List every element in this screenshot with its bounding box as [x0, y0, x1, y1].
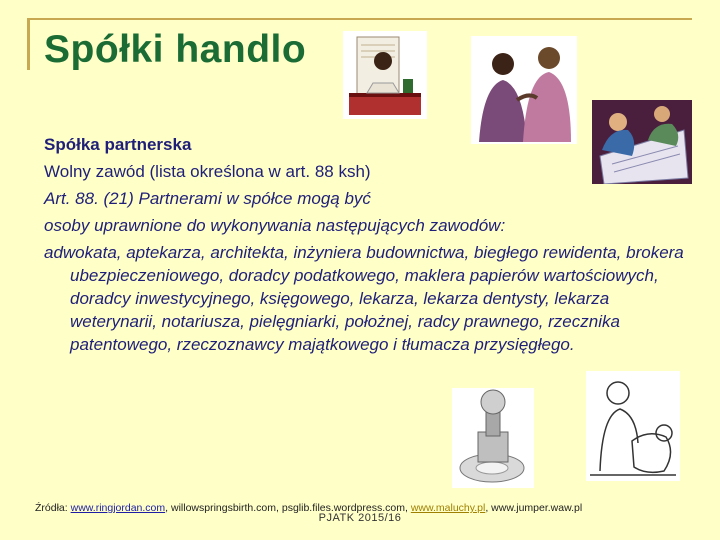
- body-line-2: Art. 88. (21) Partnerami w spółce mogą być: [44, 189, 371, 208]
- rubber-stamp-image: [452, 388, 534, 488]
- vet-with-dog-image: [586, 371, 680, 481]
- slide-body: [44, 133, 684, 359]
- sources-text-2: , www.jumper.waw.pl: [485, 502, 583, 514]
- source-link-ringjordan[interactable]: www.ringjordan.com: [70, 502, 166, 514]
- section-heading: Spółka partnerska: [44, 135, 192, 154]
- body-line-3: osoby uprawnione do wykonywania następujących zawodów:: [44, 216, 506, 235]
- slide-footer: PJATK 2015/16: [318, 512, 402, 524]
- woman-at-desk-image: [343, 31, 427, 119]
- slide-title: Spółki handlo: [44, 28, 307, 71]
- two-women-image: [471, 36, 577, 144]
- sources-text-1: , willowspringsbirth.com, psglib.files.wordpress.com,: [165, 502, 411, 514]
- body-line-1: Wolny zawód (lista określona w art. 88 ksh): [44, 162, 371, 181]
- source-link-maluchy[interactable]: www.maluchy.pl: [410, 502, 486, 514]
- title-accent-bar: [27, 18, 30, 70]
- professions-list: adwokata, aptekarza, architekta, inżyniera budownictwa, biegłego rewidenta, brokera ubezpieczeniowego, doradcy podatkowego, maklera papierów wartościowych, doradcy inwestycyjnego, księgowego, lekarza, lekarza dentysty, lekarza weterynarii, notariusza, pielęgniarki, położnej, radcy prawnego, rzecznika patentowego, rzeczoznawcy majątkowego i tłumacza przysięgłego.: [44, 243, 684, 354]
- sources-prefix: Źródła:: [35, 502, 71, 514]
- top-rule: [28, 18, 692, 20]
